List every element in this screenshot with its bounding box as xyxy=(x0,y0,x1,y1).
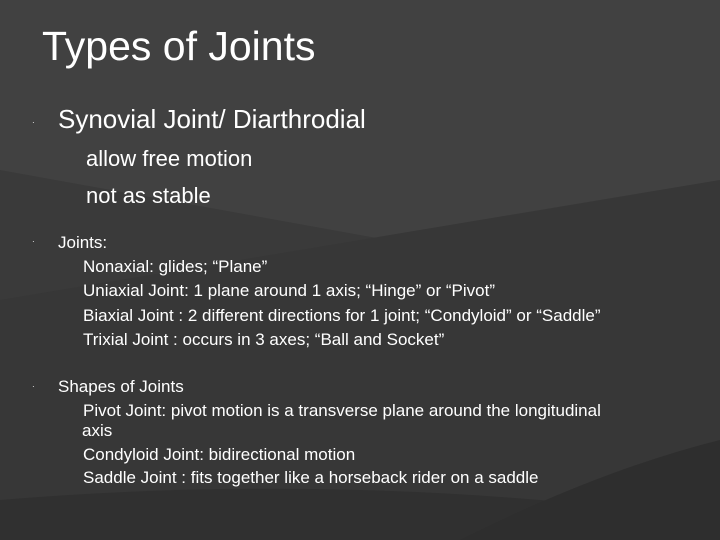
section-heading-joints: Joints: xyxy=(58,233,108,252)
bullet-icon: · xyxy=(32,237,35,246)
list-item: Saddle Joint : fits together like a horseback rider on a saddle xyxy=(83,468,539,487)
bullet-icon: · xyxy=(32,118,35,127)
slide-title: Types of Joints xyxy=(42,23,316,69)
list-item: Condyloid Joint: bidirectional motion xyxy=(83,445,356,464)
list-item: Pivot Joint: pivot motion is a transverse plane around the longitudinal xyxy=(83,401,601,420)
list-item: not as stable xyxy=(86,183,211,208)
list-item: Nonaxial: glides; “Plane” xyxy=(83,257,268,276)
list-item: Biaxial Joint : 2 different directions for 1 joint; “Condyloid” or “Saddle” xyxy=(83,306,601,325)
section-heading-shapes: Shapes of Joints xyxy=(58,377,184,396)
list-item: Trixial Joint : occurs in 3 axes; “Ball and Socket” xyxy=(83,330,445,349)
bullet-icon: · xyxy=(32,382,35,391)
section-heading-synovial: Synovial Joint/ Diarthrodial xyxy=(58,104,366,134)
list-item: Uniaxial Joint: 1 plane around 1 axis; “Hinge” or “Pivot” xyxy=(83,281,495,300)
list-item: allow free motion xyxy=(86,146,253,171)
list-item-continuation: axis xyxy=(82,421,113,440)
